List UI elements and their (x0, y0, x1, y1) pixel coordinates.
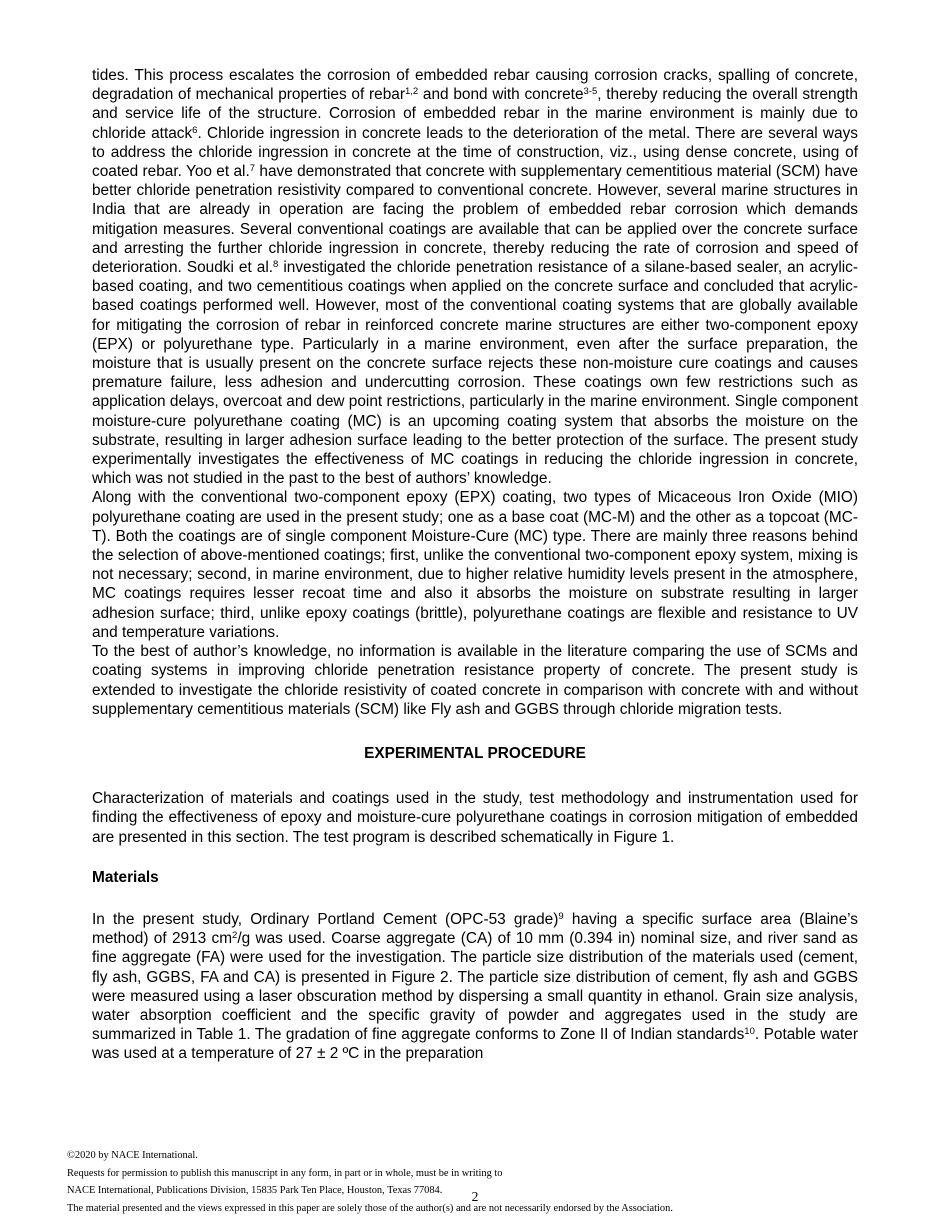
citation: 6 (192, 124, 198, 136)
footer-copyright: ©2020 by NACE International. (67, 1150, 198, 1161)
citation: 10 (744, 1026, 755, 1038)
citation: 1,2 (404, 86, 419, 98)
paragraph-materials: In the present study, Ordinary Portland Cement (OPC-53 grade)$^9$ having a specific surface area (Blaine’s method) of 2913 $cm^2/g$ was used. Coarse aggregate (CA) of 10 mm (0.394 in) nominal size, and river sand as fine aggregate (FA) were used for the investigation. The particle size distribution of the materials used (cement, fly ash, GGBS, FA and CA) is presented in Figure 2. The particle size distribution of cement, fly ash and GGBS were measured using a laser obscuration method by dispersing a small quantity in ethanol. Grain size analysis, water absorption coefficient and the specific gravity of powder and aggregates used in the study are summarized in Table 1. The gradation of fine aggregate conforms to Zone II of Indian standards$^{10}$. Potable water was used at a temperature of 27 ± 2 ºC in the preparation (92, 910, 858, 1063)
paragraph-procedure: Characterization of materials and coatings used in the study, test methodology and instrumentation used for finding the effectiveness of epoxy and moisture-cure polyurethane coatings in corrosion mitigation of embedded are presented in this section. The test program is described schematically in Figure 1. (92, 790, 858, 846)
citation: 8 (273, 259, 279, 271)
subsection-heading: Materials (92, 868, 159, 886)
paragraph-coatings: Along with the conventional two-component epoxy (EPX) coating, two types of Micaceous Iron Oxide (MIO) polyurethane coating are used in the present study; one as a base coat (MC-M) and the other as a topcoat (MC-T). Both the coatings are of single component Moisture-Cure (MC) type. There are mainly three reasons behind the selection of above-mentioned coatings; first, unlike the conventional two-component epoxy system, mixing is not necessary; second, in marine environment, due to higher relative humidity levels present in the atmosphere, MC coatings requires lesser recoat time and also it absorbs the moisture on substrate resulting in larger adhesion surface; third, unlike epoxy coatings (brittle), polyurethane coatings are flexible and resistance to UV and temperature variations. (92, 489, 858, 641)
paragraph-introduction: tides. This process escalates the corrosion of embedded rebar causing corrosion cracks, spalling of concrete, degradation of mechanical properties of rebar$^{1,2}$ and bond with concrete$^{3-5}$, thereby reducing the overall strength and service life of the structure. Corrosion of embedded rebar in the marine environment is mainly due to chloride attack$^6$. Chloride ingression in concrete leads to the deterioration of the metal. There are several ways to address the chloride ingression in concrete at the time of construction, viz., using dense concrete, using of coated rebar. Yoo et al.$^7$ have demonstrated that concrete with supplementary cementitious material (SCM) have better chloride penetration resistivity compared to conventional concrete. However, several marine structures in India that are already in operation are facing the problem of embedded rebar corrosion which demands mitigation measures. Several conventional coatings are available that can be applied over the concrete surface and arresting the further chloride ingression in concrete, thereby reducing the rate of corrosion and speed of deterioration. Soudki et al.$^8$ investigated the chloride penetration resistance of a silane-based sealer, an acrylic-based coating, and two cementitious coatings when applied on the concrete surface and concluded that acrylic-based coatings performed well. However, most of the conventional coating systems that are globally available for mitigating the corrosion of rebar in reinforced concrete marine structures are either two-component epoxy (EPX) or polyurethane type. Particularly in a marine environment, even after the surface preparation, the moisture that is usually present on the concrete surface rejects these non-moisture cure coatings and causes premature failure, less adhesion and undercutting corrosion. These coatings own few restrictions such as application delays, overcoat and dew point restrictions, particularly in the marine environment. Single component moisture-cure polyurethane coating (MC) is an upcoming coating system that absorbs the moisture on the substrate, resulting in larger adhesion surface leading to the better protection of the surface. The present study experimentally investigates the effectiveness of MC coatings in reducing the chloride ingression in concrete, which was not studied in the past to the best of authors’ knowledge. (92, 67, 858, 488)
page-number: 2 (471, 1189, 479, 1204)
citation: 3-5 (583, 86, 598, 98)
superscript: 2 (232, 930, 238, 942)
footer-line: NACE International, Publications Division, 15835 Park Ten Place, Houston, Texas 77084. (67, 1185, 443, 1196)
footer-line: Requests for permission to publish this manuscript in any form, in part or in whole, must be in writing to (67, 1167, 503, 1179)
section-heading: EXPERIMENTAL PROCEDURE (364, 744, 586, 762)
paragraph-literature: To the best of author’s knowledge, no information is available in the literature comparing the use of SCMs and coating systems in improving chloride penetration resistance property of concrete. The present study is extended to investigate the chloride resistivity of coated concrete in comparison with concrete with and without supplementary cementitious materials (SCM) like Fly ash and GGBS through chloride migration tests. (92, 643, 858, 718)
citation: 9 (558, 910, 564, 922)
citation: 7 (249, 163, 256, 175)
footer-line: The material presented and the views expressed in this paper are solely those of the author(s) and are not necessarily endorsed by the Association. (67, 1202, 673, 1214)
body-text (92, 66, 858, 1064)
footer (67, 1147, 887, 1217)
